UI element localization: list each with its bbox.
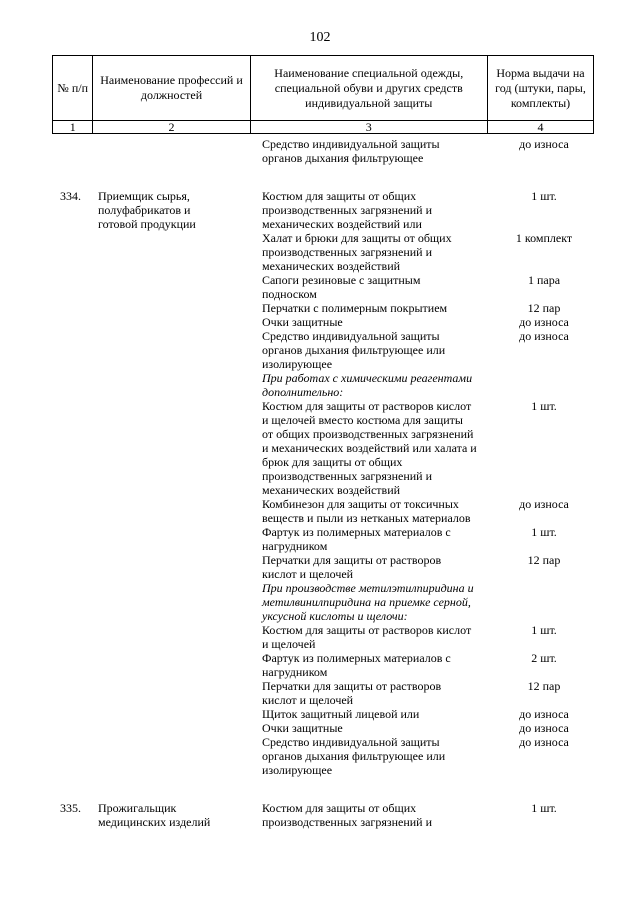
norm-text (494, 287, 594, 301)
table-row (52, 245, 594, 259)
norm-text: до износа (519, 497, 569, 511)
item-text: изолирующее (262, 763, 333, 777)
table-row (52, 693, 594, 707)
table-row (52, 815, 594, 829)
norm-text (494, 511, 594, 525)
item-text: Халат и брюки для защиты от общих (262, 231, 452, 245)
item-text: нагрудником (262, 539, 328, 553)
item-text: Комбинезон для защиты от токсичных (262, 497, 459, 511)
header-col-number: № п/п (53, 56, 93, 121)
table-row (52, 343, 594, 357)
norm-text: 12 пар (527, 679, 561, 693)
item-text: Костюм для защиты от общих (262, 189, 417, 203)
table-row (52, 609, 594, 623)
item-text: подноском (262, 287, 317, 301)
norm-text (494, 609, 594, 623)
norm-text: 12 пар (527, 553, 561, 567)
item-text: кислот и щелочей (262, 693, 354, 707)
table-row (52, 329, 594, 343)
norm-text (494, 455, 594, 469)
item-text: Щиток защитный лицевой или (262, 707, 420, 721)
item-text: Очки защитные (262, 315, 343, 329)
norm-text (494, 749, 594, 763)
item-text: производственных загрязнений и (262, 203, 433, 217)
profession-text: Приемщик сырья, (98, 189, 190, 203)
table-row (52, 231, 594, 245)
norm-text (494, 567, 594, 581)
norm-text: 1 шт. (531, 399, 557, 413)
table-row (52, 735, 594, 749)
norm-text (494, 441, 594, 455)
table-row (52, 315, 594, 329)
header-num-1: 1 (53, 121, 93, 134)
item-text: производственных загрязнений и (262, 815, 433, 829)
table-row (52, 525, 594, 539)
table-row (52, 497, 594, 511)
table-row (52, 385, 594, 399)
table-row (52, 203, 594, 217)
table-row (52, 763, 594, 777)
entry-number: 334. (60, 189, 81, 203)
table-row (52, 287, 594, 301)
item-text: механических воздействий (262, 483, 401, 497)
header-num-3: 3 (250, 121, 487, 134)
item-text: механических воздействий или (262, 217, 422, 231)
header-col-profession: Наименование профессий и должностей (93, 56, 250, 121)
table-body (52, 137, 594, 829)
norm-text (494, 815, 594, 829)
table-row (52, 137, 594, 151)
profession-text: Прожигальщик (98, 801, 177, 815)
norm-text: 1 шт. (531, 623, 557, 637)
item-text: дополнительно: (262, 385, 344, 399)
norm-text (494, 637, 594, 651)
norm-text (494, 693, 594, 707)
item-text: и щелочей вместо костюма для защиты (262, 413, 463, 427)
table-row (52, 301, 594, 315)
profession-text: медицинских изделий (98, 815, 211, 829)
norm-text (494, 259, 594, 273)
item-text: нагрудником (262, 665, 328, 679)
norm-text: 1 комплект (515, 231, 573, 245)
entry-335 (52, 801, 594, 829)
table-row (52, 273, 594, 287)
norm-text (494, 203, 594, 217)
item-text: механических воздействий (262, 259, 401, 273)
norm-text (494, 539, 594, 553)
norm-text: 1 пара (527, 273, 561, 287)
table-row (52, 189, 594, 203)
table-row (52, 455, 594, 469)
item-text: органов дыхания фильтрующее или (262, 343, 446, 357)
item-text: При производстве метилэтилпиридина и (262, 581, 474, 595)
norm-text: до износа (519, 329, 569, 343)
table-row (52, 801, 594, 815)
table-row (52, 665, 594, 679)
item-text: органов дыхания фильтрующее или (262, 749, 446, 763)
header-num-2: 2 (93, 121, 250, 134)
item-text: Фартук из полимерных материалов с (262, 651, 451, 665)
item-text: и щелочей (262, 637, 316, 651)
profession-text: полуфабрикатов и (98, 203, 191, 217)
norm-text: 2 шт. (531, 651, 557, 665)
table-row (52, 651, 594, 665)
norm-text (494, 413, 594, 427)
table-row (52, 151, 594, 165)
item-text: Костюм для защиты от растворов кислот (262, 399, 472, 413)
norm-text: до износа (519, 721, 569, 735)
table-row (52, 371, 594, 385)
norm-text: 1 шт. (531, 801, 557, 815)
profession-text: готовой продукции (98, 217, 196, 231)
norm-text (494, 469, 594, 483)
item-text: и механических воздействий или халата и (262, 441, 477, 455)
table-row (52, 539, 594, 553)
table-row (52, 441, 594, 455)
item-text: Костюм для защиты от растворов кислот (262, 623, 472, 637)
item-text: Перчатки для защиты от растворов (262, 679, 442, 693)
item-text: производственных загрязнений и (262, 245, 433, 259)
norm-text (494, 343, 594, 357)
item-text: Средство индивидуальной защиты (262, 735, 440, 749)
table-row (52, 357, 594, 371)
norm-text (494, 763, 594, 777)
table-row (52, 721, 594, 735)
table-row (52, 595, 594, 609)
table-row (52, 399, 594, 413)
table-row (52, 553, 594, 567)
table-row (52, 259, 594, 273)
table-header (52, 55, 594, 134)
item-text: от общих производственных загрязнений (262, 427, 474, 441)
item-text: Средство индивидуальной защиты (262, 329, 440, 343)
entry-334 (52, 189, 594, 777)
table-row (52, 483, 594, 497)
item-text: Перчатки для защиты от растворов (262, 553, 442, 567)
table-row (52, 623, 594, 637)
item-text: метилвинилпиридина на приемке серной, (262, 595, 471, 609)
page-number: 102 (309, 30, 331, 45)
norm-text: 12 пар (527, 301, 561, 315)
item-text: органов дыхания фильтрующее (262, 151, 424, 165)
norm-text: 1 шт. (531, 189, 557, 203)
header-num-4: 4 (487, 121, 593, 134)
table-row (52, 427, 594, 441)
norm-text (494, 357, 594, 371)
item-text: Средство индивидуальной защиты (262, 137, 440, 151)
item-text: При работах с химическими реагентами (262, 371, 473, 385)
norm-text (494, 385, 594, 399)
item-text: уксусной кислоты и щелочи: (262, 609, 408, 623)
norm-text: 1 шт. (531, 525, 557, 539)
table-row (52, 707, 594, 721)
norm-text (494, 581, 594, 595)
table-row (52, 679, 594, 693)
norm-text (494, 483, 594, 497)
table-row (52, 567, 594, 581)
item-text: Сапоги резиновые с защитным (262, 273, 421, 287)
item-text: кислот и щелочей (262, 567, 354, 581)
table-row (52, 581, 594, 595)
norm-text: до износа (519, 137, 569, 151)
item-text: брюк для защиты от общих (262, 455, 403, 469)
norm-text (494, 665, 594, 679)
header-col-equipment: Наименование специальной одежды, специальной обуви и других средств индивидуальной защиты (250, 56, 487, 121)
norm-text: до износа (519, 707, 569, 721)
item-text: Перчатки с полимерным покрытием (262, 301, 448, 315)
header-col-norm: Норма выдачи на год (штуки, пары, комплекты) (487, 56, 593, 121)
item-text: Костюм для защиты от общих (262, 801, 417, 815)
item-text: изолирующее (262, 357, 333, 371)
item-text: производственных загрязнений и (262, 469, 433, 483)
item-text: Фартук из полимерных материалов с (262, 525, 451, 539)
table-row (52, 511, 594, 525)
norm-text (494, 595, 594, 609)
norm-text (494, 371, 594, 385)
table-row (52, 217, 594, 231)
norm-text: до износа (519, 315, 569, 329)
norm-text (494, 427, 594, 441)
item-text: Очки защитные (262, 721, 343, 735)
table-row (52, 413, 594, 427)
norm-text: до износа (519, 735, 569, 749)
table-row (52, 749, 594, 763)
norm-text (494, 245, 594, 259)
table-row (52, 469, 594, 483)
table-row (52, 637, 594, 651)
item-text: веществ и пыли из нетканых материалов (262, 511, 471, 525)
entry-number: 335. (60, 801, 81, 815)
norm-text (494, 217, 594, 231)
